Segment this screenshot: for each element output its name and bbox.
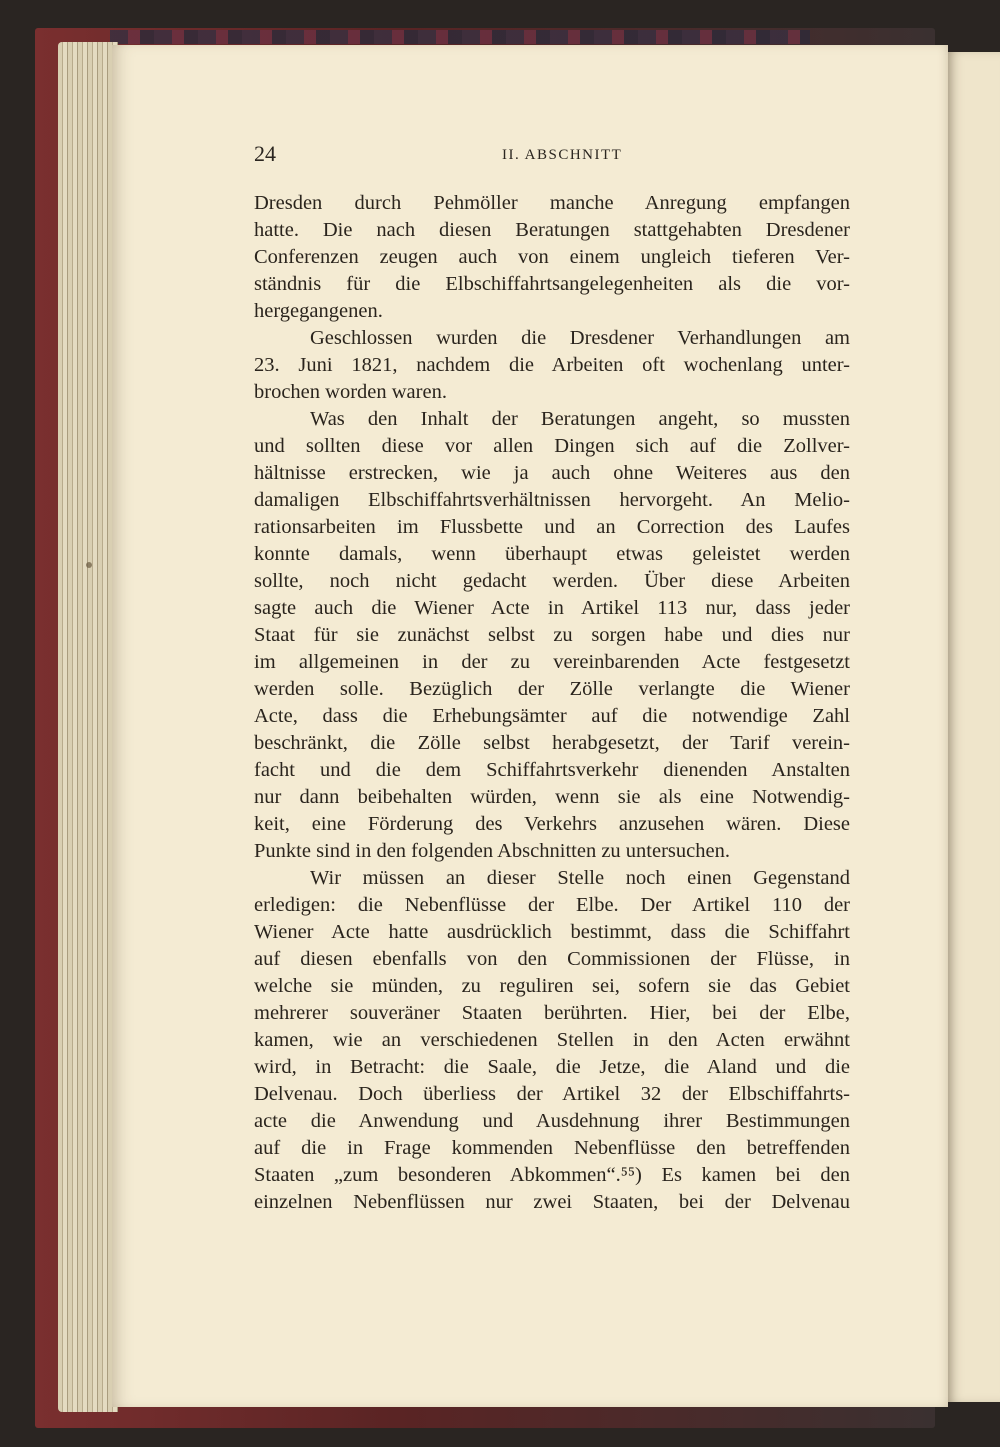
- text-line: auf die in Frage kommenden Nebenflüsse den betreffenden: [254, 1137, 850, 1159]
- text-line: keit, eine Förderung des Verkehrs anzusehen wären. Diese: [254, 813, 850, 835]
- text-line: kamen, wie an verschiedenen Stellen in den Acten erwähnt: [254, 1029, 850, 1051]
- text-line: hatte. Die nach diesen Beratungen stattgehabten Dresdener: [254, 219, 850, 241]
- facing-page-edge: [948, 52, 1000, 1402]
- text-line: Acte, dass die Erhebungsämter auf die notwendige Zahl: [254, 705, 850, 727]
- text-line: Staaten „zum besonderen Abkommen“.⁵⁵) Es kamen bei den: [254, 1164, 850, 1186]
- text-line: hältnisse erstrecken, wie ja auch ohne Weiteres aus den: [254, 462, 850, 484]
- text-line: damaligen Elbschiffahrtsverhältnissen hervorgeht. An Melio-: [254, 489, 850, 511]
- text-line: beschränkt, die Zölle selbst herabgesetzt, der Tarif verein-: [254, 732, 850, 754]
- text-line: hergegangenen.: [254, 300, 383, 322]
- text-line: rationsarbeiten im Flussbette und an Correction des Laufes: [254, 516, 850, 538]
- text-line: ständnis für die Elbschiffahrtsangelegenheiten als die vor-: [254, 273, 850, 295]
- text-line: nur dann beibehalten würden, wenn sie als eine Notwendig-: [254, 786, 850, 808]
- text-line: facht und die dem Schiffahrtsverkehr dienenden Anstalten: [254, 759, 850, 781]
- section-title: II. ABSCHNITT: [502, 147, 623, 163]
- text-line: Wir müssen an dieser Stelle noch einen Gegenstand: [310, 867, 850, 889]
- text-line: erledigen: die Nebenflüsse der Elbe. Der Artikel 110 der: [254, 894, 850, 916]
- running-head: [254, 140, 850, 170]
- text-line: Punkte sind in den folgenden Abschnitten zu untersuchen.: [254, 840, 730, 862]
- text-line: im allgemeinen in der zu vereinbarenden Acte festgesetzt: [254, 651, 850, 673]
- text-line: Was den Inhalt der Beratungen angeht, so mussten: [310, 408, 850, 430]
- page-edges: [58, 42, 118, 1412]
- text-line: werden solle. Bezüglich der Zölle verlangte die Wiener: [254, 678, 850, 700]
- text-line: einzelnen Nebenflüssen nur zwei Staaten, bei der Delvenau: [254, 1191, 850, 1213]
- text-line: konnte damals, wenn überhaupt etwas geleistet werden: [254, 543, 850, 565]
- text-line: Staat für sie zunächst selbst zu sorgen habe und dies nur: [254, 624, 850, 646]
- text-line: auf diesen ebenfalls von den Commissionen der Flüsse, in: [254, 948, 850, 970]
- text-line: Geschlossen wurden die Dresdener Verhandlungen am: [310, 327, 850, 349]
- page-number: 24: [254, 141, 276, 166]
- text-line: und sollten diese vor allen Dingen sich auf die Zollver-: [254, 435, 850, 457]
- text-line: wird, in Betracht: die Saale, die Jetze, die Aland und die: [254, 1056, 850, 1078]
- text-line: Wiener Acte hatte ausdrücklich bestimmt, dass die Schiffahrt: [254, 921, 850, 943]
- text-line: 23. Juni 1821, nachdem die Arbeiten oft wochenlang unter-: [254, 354, 850, 376]
- text-line: welche sie münden, zu reguliren sei, sofern sie das Gebiet: [254, 975, 850, 997]
- paper-spot: [86, 562, 92, 568]
- cover-edge-pattern: [110, 30, 810, 44]
- text-line: mehrerer souveräner Staaten berührten. Hier, bei der Elbe,: [254, 1002, 850, 1024]
- text-line: brochen worden waren.: [254, 381, 447, 403]
- text-line: Delvenau. Doch überliess der Artikel 32 der Elbschiffahrts-: [254, 1083, 850, 1105]
- text-line: acte die Anwendung und Ausdehnung ihrer Bestimmungen: [254, 1110, 850, 1132]
- text-line: Conferenzen zeugen auch von einem ungleich tieferen Ver-: [254, 246, 850, 268]
- body-text: [254, 190, 850, 1216]
- text-line: Dresden durch Pehmöller manche Anregung empfangen: [254, 192, 850, 214]
- text-line: sagte auch die Wiener Acte in Artikel 113 nur, dass jeder: [254, 597, 850, 619]
- text-line: sollte, noch nicht gedacht werden. Über diese Arbeiten: [254, 570, 850, 592]
